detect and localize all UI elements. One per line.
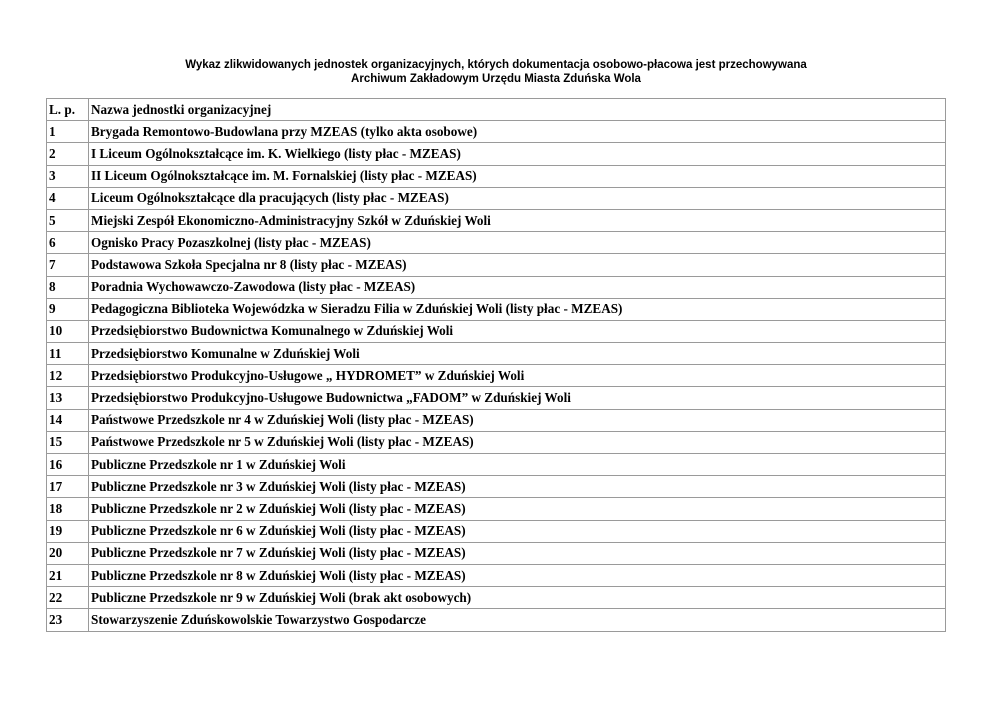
row-name: Pedagogiczna Biblioteka Wojewódzka w Sieradzu Filia w Zduńskiej Woli (listy płac - MZEAS) bbox=[89, 298, 946, 320]
row-lp: 2 bbox=[47, 143, 89, 165]
document-title-line-2: Archiwum Zakładowym Urzędu Miasta Zduńska Wola bbox=[351, 73, 641, 85]
row-name: Publiczne Przedszkole nr 3 w Zduńskiej Woli (listy płac - MZEAS) bbox=[89, 476, 946, 498]
row-lp: 7 bbox=[47, 254, 89, 276]
table-row bbox=[47, 498, 946, 520]
table-header-row bbox=[47, 99, 946, 121]
row-lp: 16 bbox=[47, 454, 89, 476]
table-row bbox=[47, 187, 946, 209]
row-lp: 12 bbox=[47, 365, 89, 387]
header-name: Nazwa jednostki organizacyjnej bbox=[89, 99, 946, 121]
table-row bbox=[47, 276, 946, 298]
row-name: Państwowe Przedszkole nr 5 w Zduńskiej Woli (listy płac - MZEAS) bbox=[89, 431, 946, 453]
document-title bbox=[0, 58, 992, 86]
row-lp: 22 bbox=[47, 587, 89, 609]
row-name: Poradnia Wychowawczo-Zawodowa (listy płac - MZEAS) bbox=[89, 276, 946, 298]
table-row bbox=[47, 320, 946, 342]
document-title-line-1: Wykaz zlikwidowanych jednostek organizacyjnych, których dokumentacja osobowo-płacowa jest przechowywana bbox=[185, 59, 807, 71]
header-lp: L. p. bbox=[47, 99, 89, 121]
row-name: Publiczne Przedszkole nr 1 w Zduńskiej Woli bbox=[89, 454, 946, 476]
table-row bbox=[47, 343, 946, 365]
row-name: Publiczne Przedszkole nr 9 w Zduńskiej Woli (brak akt osobowych) bbox=[89, 587, 946, 609]
row-lp: 11 bbox=[47, 343, 89, 365]
row-name: Państwowe Przedszkole nr 4 w Zduńskiej Woli (listy płac - MZEAS) bbox=[89, 409, 946, 431]
row-name: Liceum Ogólnokształcące dla pracujących (listy płac - MZEAS) bbox=[89, 187, 946, 209]
row-lp: 13 bbox=[47, 387, 89, 409]
table-row bbox=[47, 454, 946, 476]
row-name: Przedsiębiorstwo Komunalne w Zduńskiej Woli bbox=[89, 343, 946, 365]
table-row bbox=[47, 232, 946, 254]
row-name: Publiczne Przedszkole nr 6 w Zduńskiej Woli (listy płac - MZEAS) bbox=[89, 520, 946, 542]
row-lp: 6 bbox=[47, 232, 89, 254]
table-row bbox=[47, 476, 946, 498]
table-row bbox=[47, 587, 946, 609]
row-lp: 5 bbox=[47, 209, 89, 231]
row-lp: 4 bbox=[47, 187, 89, 209]
row-name: Przedsiębiorstwo Produkcyjno-Usługowe Budownictwa „FADOM” w Zduńskiej Woli bbox=[89, 387, 946, 409]
row-name: Publiczne Przedszkole nr 2 w Zduńskiej Woli (listy płac - MZEAS) bbox=[89, 498, 946, 520]
table-row bbox=[47, 542, 946, 564]
table-row bbox=[47, 365, 946, 387]
row-name: Miejski Zespół Ekonomiczno-Administracyjny Szkół w Zduńskiej Woli bbox=[89, 209, 946, 231]
table-row bbox=[47, 121, 946, 143]
row-name: Stowarzyszenie Zduńskowolskie Towarzystwo Gospodarcze bbox=[89, 609, 946, 631]
units-table bbox=[46, 98, 946, 632]
row-lp: 19 bbox=[47, 520, 89, 542]
table-row bbox=[47, 520, 946, 542]
row-lp: 10 bbox=[47, 320, 89, 342]
row-name: I Liceum Ogólnokształcące im. K. Wielkiego (listy płac - MZEAS) bbox=[89, 143, 946, 165]
row-name: Ognisko Pracy Pozaszkolnej (listy płac - MZEAS) bbox=[89, 232, 946, 254]
row-name: Brygada Remontowo-Budowlana przy MZEAS (tylko akta osobowe) bbox=[89, 121, 946, 143]
table-row bbox=[47, 564, 946, 586]
row-lp: 9 bbox=[47, 298, 89, 320]
row-lp: 23 bbox=[47, 609, 89, 631]
row-lp: 20 bbox=[47, 542, 89, 564]
row-lp: 18 bbox=[47, 498, 89, 520]
row-name: II Liceum Ogólnokształcące im. M. Fornalskiej (listy płac - MZEAS) bbox=[89, 165, 946, 187]
row-lp: 1 bbox=[47, 121, 89, 143]
row-lp: 15 bbox=[47, 431, 89, 453]
row-name: Publiczne Przedszkole nr 7 w Zduńskiej Woli (listy płac - MZEAS) bbox=[89, 542, 946, 564]
table-row bbox=[47, 409, 946, 431]
row-name: Publiczne Przedszkole nr 8 w Zduńskiej Woli (listy płac - MZEAS) bbox=[89, 564, 946, 586]
row-lp: 17 bbox=[47, 476, 89, 498]
row-lp: 14 bbox=[47, 409, 89, 431]
row-lp: 8 bbox=[47, 276, 89, 298]
table-row bbox=[47, 609, 946, 631]
row-name: Przedsiębiorstwo Budownictwa Komunalnego w Zduńskiej Woli bbox=[89, 320, 946, 342]
table-row bbox=[47, 387, 946, 409]
table-row bbox=[47, 298, 946, 320]
row-lp: 3 bbox=[47, 165, 89, 187]
row-lp: 21 bbox=[47, 564, 89, 586]
table-row bbox=[47, 209, 946, 231]
table-row bbox=[47, 431, 946, 453]
table-body bbox=[47, 121, 946, 631]
table-row bbox=[47, 165, 946, 187]
row-name: Przedsiębiorstwo Produkcyjno-Usługowe „ HYDROMET” w Zduńskiej Woli bbox=[89, 365, 946, 387]
row-name: Podstawowa Szkoła Specjalna nr 8 (listy płac - MZEAS) bbox=[89, 254, 946, 276]
table-row bbox=[47, 143, 946, 165]
table-row bbox=[47, 254, 946, 276]
